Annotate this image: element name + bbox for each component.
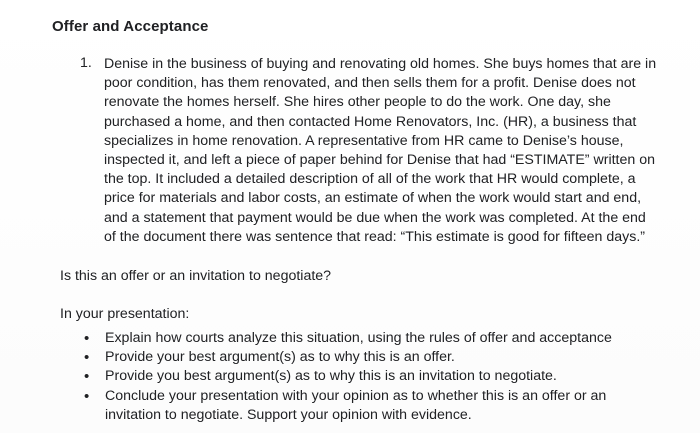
bullet-item (84, 329, 612, 348)
bullet-item (84, 367, 612, 386)
presentation-bullet-list (84, 329, 612, 425)
bullet-text: Conclude your presentation with your opinion as to whether this is an offer or an (105, 387, 607, 404)
bullet-icon: • (84, 330, 90, 347)
bullet-icon: • (84, 387, 90, 405)
question-line: purchased a home, and then contacted Home Renovators, Inc. (HR), a business that (104, 113, 637, 130)
bullet-item (84, 348, 612, 367)
bullet-text: Explain how courts analyze this situation, using the rules of offer and acceptance (105, 330, 612, 346)
presentation-heading: In your presentation: (60, 306, 190, 322)
question-number: 1. (80, 55, 92, 71)
bullet-item (84, 387, 612, 425)
question-line: poor condition, has them renovated, and then sells them for a profit. Denise does not (104, 75, 636, 92)
question-line: and a statement that payment would be due when the work was completed. At the end (104, 209, 646, 226)
question-line: of the document there was sentence that read: “This estimate is good for fifteen days.” (104, 228, 645, 245)
question-line: renovate the homes herself. She hires other people to do the work. One day, she (104, 94, 611, 111)
bullet-text: Provide you best argument(s) as to why this is an invitation to negotiate. (105, 368, 557, 385)
question-line: the top. It included a detailed description of all of the work that HR would complete, a (104, 171, 636, 188)
question-line: inspected it, and left a piece of paper behind for Denise that had “ESTIMATE” written on (104, 152, 655, 169)
bullet-icon: • (84, 368, 90, 386)
question-line: specializes in home renovation. A representative from HR came to Denise’s house, (104, 132, 624, 149)
question-text (104, 55, 684, 247)
bullet-text: Provide your best argument(s) as to why this is an offer. (105, 349, 455, 366)
question-prompt: Is this an offer or an invitation to negotiate? (60, 268, 332, 284)
bullet-text-continuation: invitation to negotiate. Support your opinion with evidence. (105, 406, 472, 423)
question-line: price for materials and labor costs, an estimate of when the work would start and end, (104, 190, 642, 207)
document-title: Offer and Acceptance (52, 18, 209, 35)
question-line: Denise in the business of buying and renovating old homes. She buys homes that are in (104, 56, 657, 72)
bullet-icon: • (84, 349, 90, 367)
